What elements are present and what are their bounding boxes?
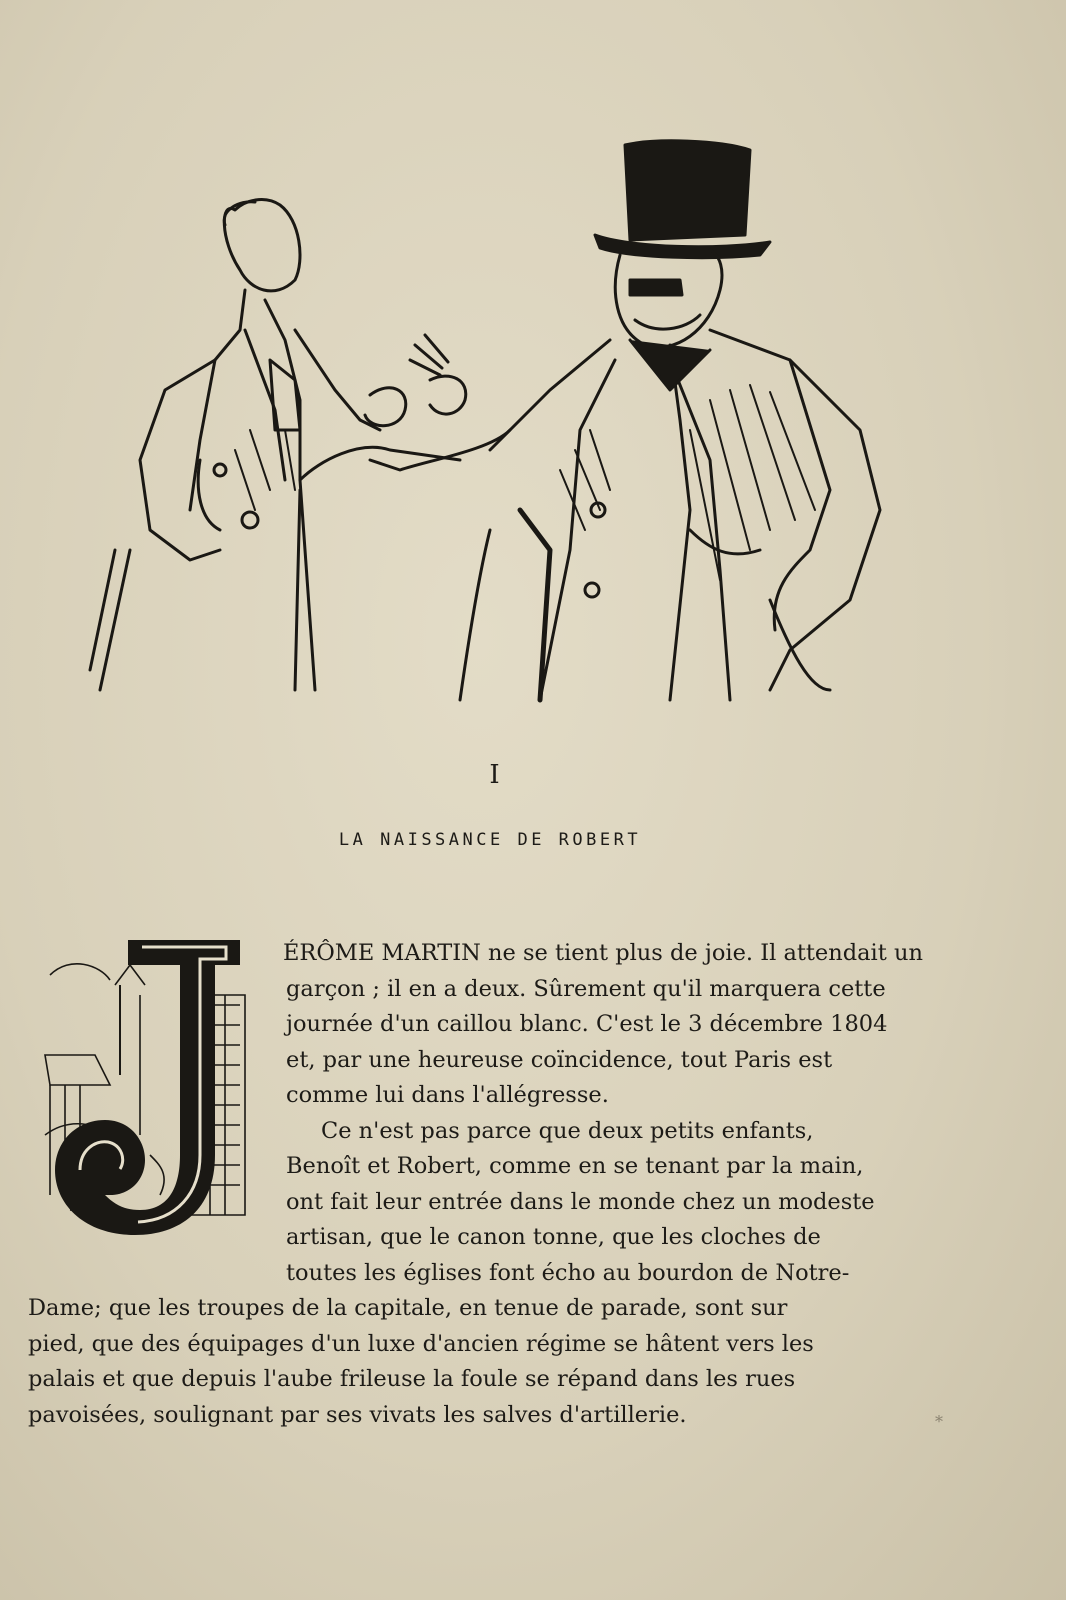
chapter-title: LA NAISSANCE DE ROBERT [338,830,642,850]
text-line: pied, que des équipages d'un luxe d'ancien régime se hâtent vers les [28,1330,814,1357]
text-line: journée d'un caillou blanc. C'est le 3 décembre 1804 [286,1011,888,1037]
text-line: et, par une heureuse coïncidence, tout Paris est [286,1046,833,1073]
engraving-illustration [70,130,940,730]
chapter-text [28,936,938,1433]
text-line: Ce n'est pas parce que deux petits enfants, [321,1117,814,1144]
text-line: garçon ; il en a deux. Sûrement qu'il marquera cette [286,975,886,1002]
text-line: Dame; que les troupes de la capitale, en tenue de parade, sont sur [28,1295,788,1321]
text-line: toutes les églises font écho au bourdon de Notre- [286,1259,850,1286]
text-line: comme lui dans l'allégresse. [286,1082,609,1108]
stray-mark: * [935,1412,943,1431]
text-line: pavoisées, soulignant par ses vivats les salves d'artillerie. [28,1401,687,1428]
text-line: artisan, que le canon tonne, que les cloches de [286,1224,821,1250]
chapter-number: I [489,760,501,790]
text-line: Benoît et Robert, comme en se tenant par la main, [286,1153,864,1179]
text-line: ÉRÔME MARTIN ne se tient plus de joie. Il attendait un [283,940,923,966]
text-line: ont fait leur entrée dans le monde chez un modeste [286,1188,875,1215]
text-line: palais et que depuis l'aube frileuse la foule se répand dans les rues [28,1366,796,1392]
